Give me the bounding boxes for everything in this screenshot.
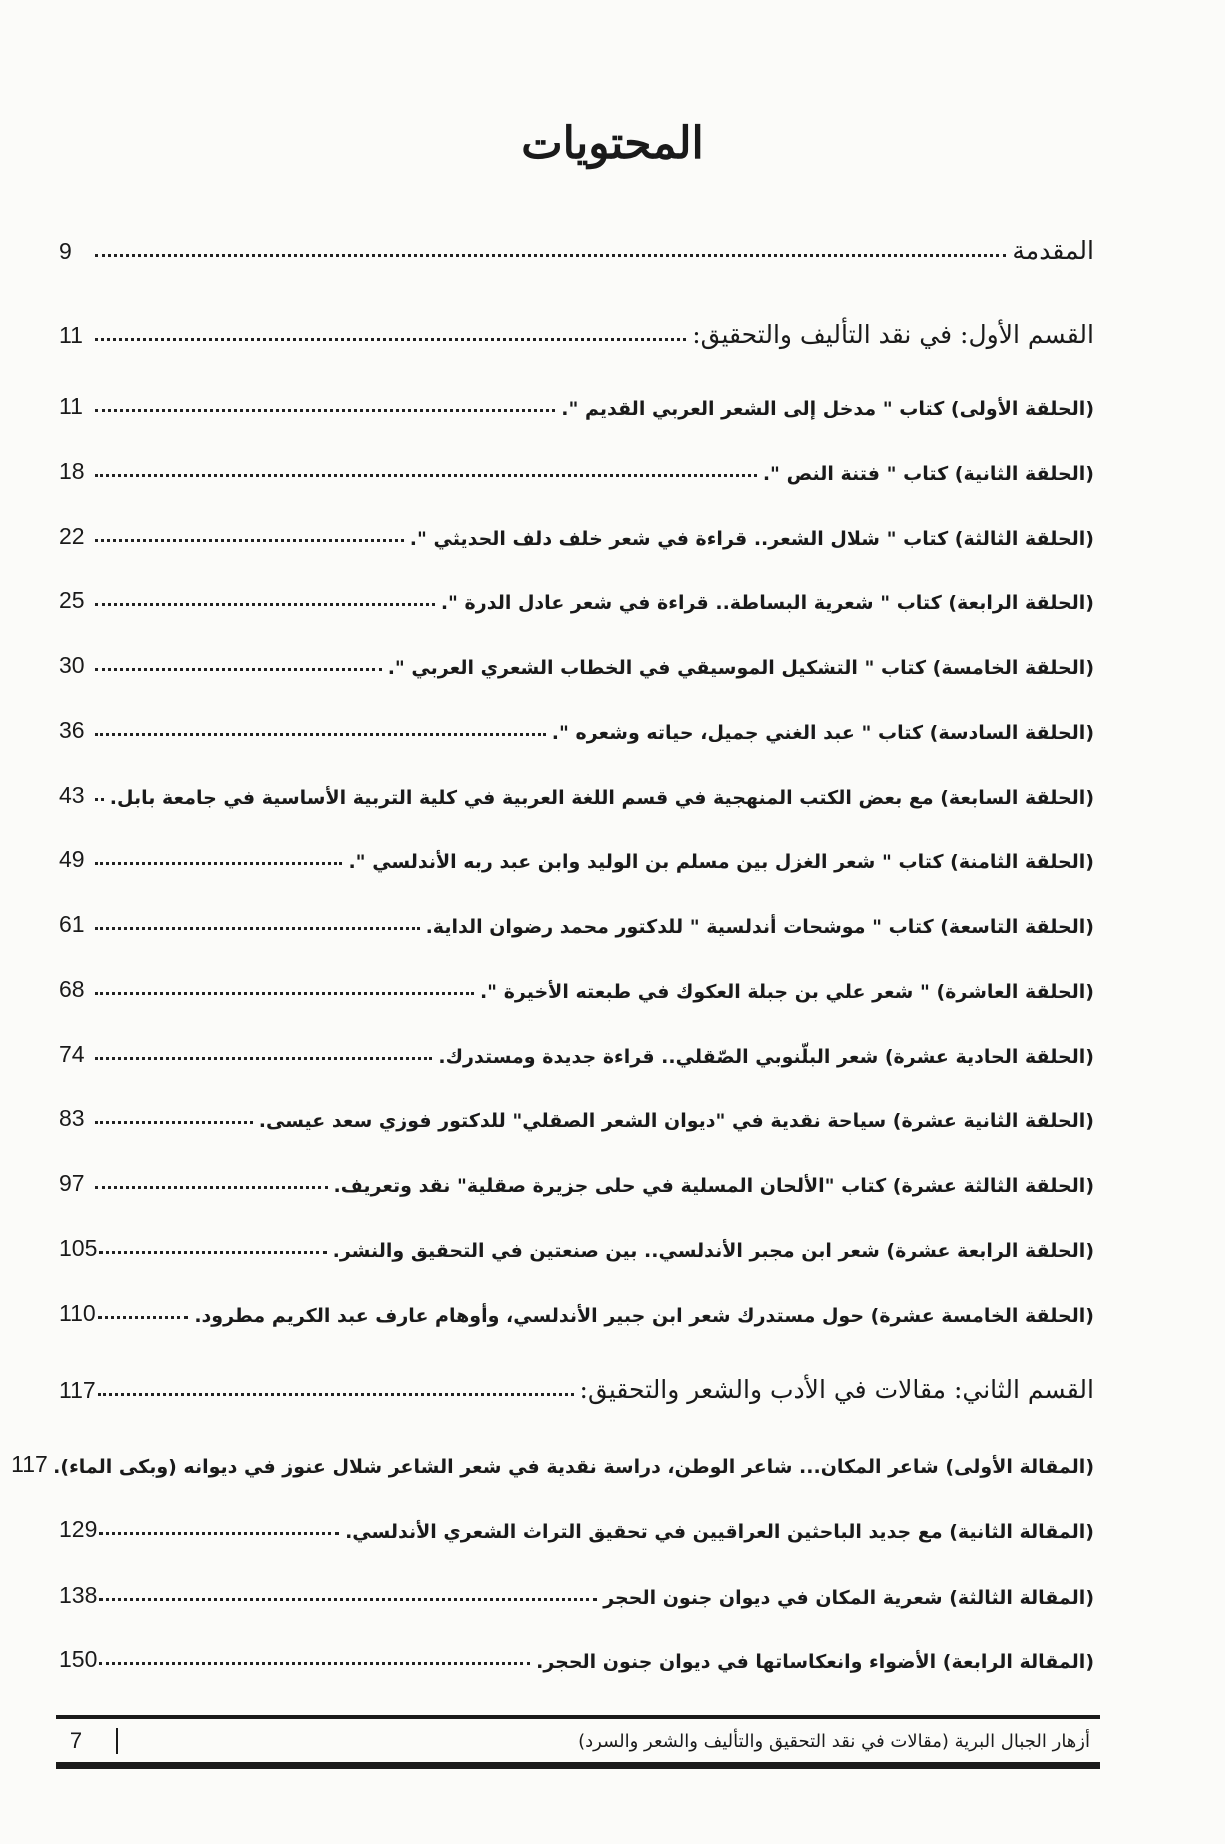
entry-title: (المقالة الثالثة) شعرية المكان في ديوان جنون الحجر [603, 1587, 1094, 1609]
dot-leader [98, 1393, 574, 1396]
toc-entry-row [59, 963, 1094, 1003]
entry-page-number: 11 [59, 393, 83, 419]
entry-page-number: 117 [59, 1377, 96, 1403]
dot-leader [95, 1057, 432, 1060]
entry-page-number: 25 [59, 587, 85, 613]
toc-entry-row [59, 1569, 1094, 1609]
book-title: أزهار الجبال البرية (مقالات في نقد التحقيق والتأليف والشعر والسرد) [578, 1730, 1090, 1752]
entry-title: (الحلقة الأولى) كتاب " مدخل إلى الشعر العربي القديم ". [561, 398, 1094, 420]
toc-entry-row [11, 1438, 1094, 1478]
entry-title: (الحلقة السابعة) مع بعض الكتب المنهجية في قسم اللغة العربية في كلية التربية الأساسية في جامعة بابل. [109, 787, 1094, 809]
entry-title: (الحلقة الثانية) كتاب " فتنة النص ". [762, 463, 1094, 485]
entry-title: (الحلقة الخامسة عشرة) حول مستدرك شعر ابن جبير الأندلسي، وأوهام عارف عبد الكريم مطرود. [194, 1305, 1094, 1327]
entry-page-number: 18 [59, 458, 85, 484]
dot-leader [95, 798, 104, 801]
entry-title: (المقالة الأولى) شاعر المكان... شاعر الوطن، دراسة نقدية في شعر الشاعر شلال عنوز في ديوانه (وبكى الماء). [53, 1456, 1094, 1478]
dot-leader [98, 1316, 189, 1319]
dot-leader [99, 1598, 597, 1601]
entry-page-number: 138 [59, 1582, 98, 1608]
toc-entry-row [59, 833, 1094, 873]
entry-title: (الحلقة الثامنة) كتاب " شعر الغزل بين مسلم بن الوليد وابن عبد ربه الأندلسي ". [348, 851, 1094, 873]
dot-leader [95, 992, 474, 995]
dot-leader [99, 1662, 530, 1665]
entry-page-number: 129 [59, 1516, 98, 1542]
toc-entry-row [59, 639, 1094, 679]
entry-page-number: 9 [59, 238, 72, 264]
dot-leader [95, 338, 686, 341]
entry-title: القسم الأول: في نقد التأليف والتحقيق: [692, 320, 1094, 349]
entry-page-number: 74 [59, 1041, 85, 1067]
entry-page-number: 117 [11, 1451, 48, 1477]
toc-entry-row [59, 1222, 1094, 1262]
toc-section-row [59, 225, 1094, 265]
page-title: المحتويات [521, 118, 704, 169]
entry-page-number: 30 [59, 652, 85, 678]
footer-top-rule [56, 1715, 1100, 1719]
dot-leader [95, 254, 1006, 257]
entry-title: (الحلقة السادسة) كتاب " عبد الغني جميل، حياته وشعره ". [551, 722, 1094, 744]
page-number: 7 [69, 1728, 83, 1753]
toc-entry-row [59, 769, 1094, 809]
entry-title: (الحلقة الثالثة عشرة) كتاب "الألحان المسلية في حلى جزيرة صقلية" نقد وتعريف. [333, 1175, 1094, 1197]
dot-leader [95, 1121, 253, 1124]
dot-leader [95, 474, 757, 477]
toc-entry-row [59, 704, 1094, 744]
toc-entry-row [59, 898, 1094, 938]
dot-leader [95, 927, 420, 930]
toc-entry-row [59, 380, 1094, 420]
dot-leader [95, 862, 342, 865]
entry-page-number: 97 [59, 1170, 85, 1196]
dot-leader [95, 539, 404, 542]
toc-entry-row [59, 1157, 1094, 1197]
entry-title: (المقالة الرابعة) الأضواء وانعكاساتها في ديوان جنون الحجر. [536, 1651, 1094, 1673]
toc-entry-row [59, 510, 1094, 550]
toc-entry-row [59, 574, 1094, 614]
dot-leader [95, 668, 382, 671]
entry-title: (الحلقة التاسعة) كتاب " موشحات أندلسية " للدكتور محمد رضوان الداية. [425, 916, 1094, 938]
entry-page-number: 43 [59, 782, 85, 808]
entry-title: (الحلقة العاشرة) " شعر علي بن جبلة العكوك في طبعته الأخيرة ". [479, 981, 1094, 1003]
entry-title: المقدمة [1012, 236, 1094, 265]
dot-leader [95, 603, 435, 606]
toc-entry-row [59, 1028, 1094, 1068]
entry-page-number: 68 [59, 976, 85, 1002]
toc-section-row [59, 309, 1094, 349]
toc-entry-row [59, 1287, 1094, 1327]
entry-title: (الحلقة الثانية عشرة) سياحة نقدية في "ديوان الشعر الصقلي" للدكتور فوزي سعد عيسى. [258, 1110, 1094, 1132]
entry-title: (المقالة الثانية) مع جديد الباحثين العراقيين في تحقيق التراث الشعري الأندلسي. [345, 1521, 1094, 1543]
entry-page-number: 11 [59, 322, 83, 348]
dot-leader [99, 1251, 326, 1254]
entry-page-number: 61 [59, 911, 85, 937]
entry-page-number: 110 [59, 1300, 96, 1326]
entry-page-number: 83 [59, 1105, 85, 1131]
footer-bottom-rule [56, 1762, 1100, 1769]
toc-entry-row [59, 445, 1094, 485]
entry-title: (الحلقة الحادية عشرة) شعر البلّنوبي الصّقلي.. قراءة جديدة ومستدرك. [438, 1046, 1094, 1068]
running-footer [56, 1724, 1100, 1758]
entry-title: (الحلقة الثالثة) كتاب " شلال الشعر.. قراءة في شعر خلف دلف الحديثي ". [409, 528, 1094, 550]
toc-section-row [59, 1364, 1094, 1404]
entry-page-number: 22 [59, 523, 85, 549]
entry-title: القسم الثاني: مقالات في الأدب والشعر والتحقيق: [579, 1375, 1094, 1404]
dot-leader [95, 733, 546, 736]
toc-entry-row [59, 1633, 1094, 1673]
dot-leader [99, 1532, 339, 1535]
footer-separator [116, 1728, 118, 1754]
entry-page-number: 36 [59, 717, 85, 743]
dot-leader [95, 409, 555, 412]
entry-title: (الحلقة الرابعة عشرة) شعر ابن مجبر الأندلسي.. بين صنعتين في التحقيق والنشر. [332, 1240, 1094, 1262]
entry-page-number: 49 [59, 846, 85, 872]
toc-entry-row [59, 1503, 1094, 1543]
toc-entry-row [59, 1092, 1094, 1132]
dot-leader [95, 1186, 328, 1189]
entry-page-number: 150 [59, 1646, 98, 1672]
entry-title: (الحلقة الرابعة) كتاب " شعرية البساطة.. قراءة في شعر عادل الدرة ". [440, 592, 1094, 614]
entry-title: (الحلقة الخامسة) كتاب " التشكيل الموسيقي في الخطاب الشعري العربي ". [387, 657, 1094, 679]
entry-page-number: 105 [59, 1235, 98, 1261]
